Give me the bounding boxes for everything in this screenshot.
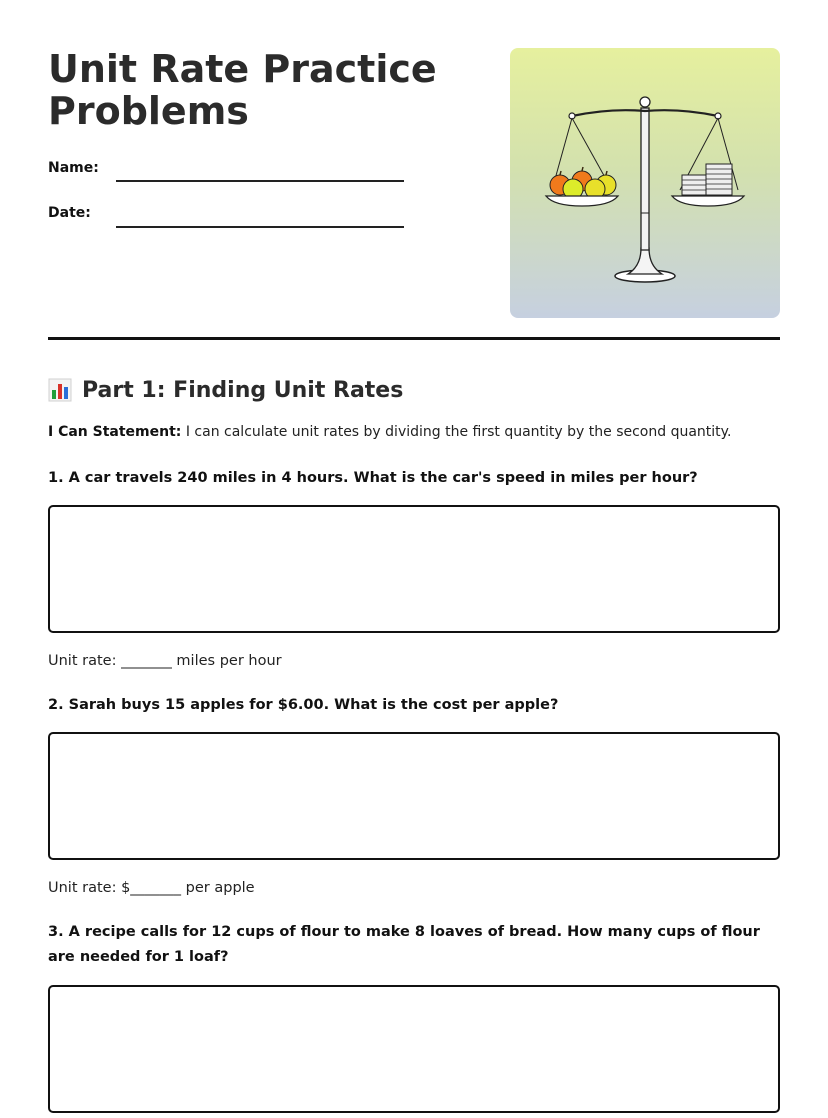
question-1: 1. A car travels 240 miles in 4 hours. What is the car's speed in miles per hour? bbox=[48, 470, 698, 486]
balance-scale-icon bbox=[510, 48, 780, 318]
section-divider bbox=[48, 337, 780, 340]
part1-heading-text: Part 1: Finding Unit Rates bbox=[82, 377, 404, 403]
answer-box-3[interactable] bbox=[48, 985, 780, 1113]
date-field[interactable] bbox=[116, 226, 404, 228]
answer-box-2[interactable] bbox=[48, 732, 780, 860]
can-statement bbox=[48, 424, 731, 440]
answer-box-1[interactable] bbox=[48, 505, 780, 633]
balance-scale-illustration bbox=[510, 48, 780, 318]
name-field[interactable] bbox=[116, 180, 404, 182]
unit-rate-line-2: Unit rate: $_______ per apple bbox=[48, 880, 255, 896]
can-statement-label: I Can Statement: bbox=[48, 424, 182, 440]
page-title: Unit Rate Practice Problems bbox=[48, 47, 437, 133]
part1-heading bbox=[48, 374, 403, 406]
can-statement-text: I can calculate unit rates by dividing the first quantity by the second quantity. bbox=[181, 424, 732, 440]
question-2: 2. Sarah buys 15 apples for $6.00. What is the cost per apple? bbox=[48, 697, 559, 713]
name-label: Name: bbox=[48, 160, 99, 176]
bar-chart-icon bbox=[48, 378, 72, 402]
date-label: Date: bbox=[48, 205, 91, 221]
question-3: 3. A recipe calls for 12 cups of flour to make 8 loaves of bread. How many cups of flour are needed for 1 loaf? bbox=[48, 924, 760, 965]
unit-rate-line-1: Unit rate: _______ miles per hour bbox=[48, 653, 282, 669]
